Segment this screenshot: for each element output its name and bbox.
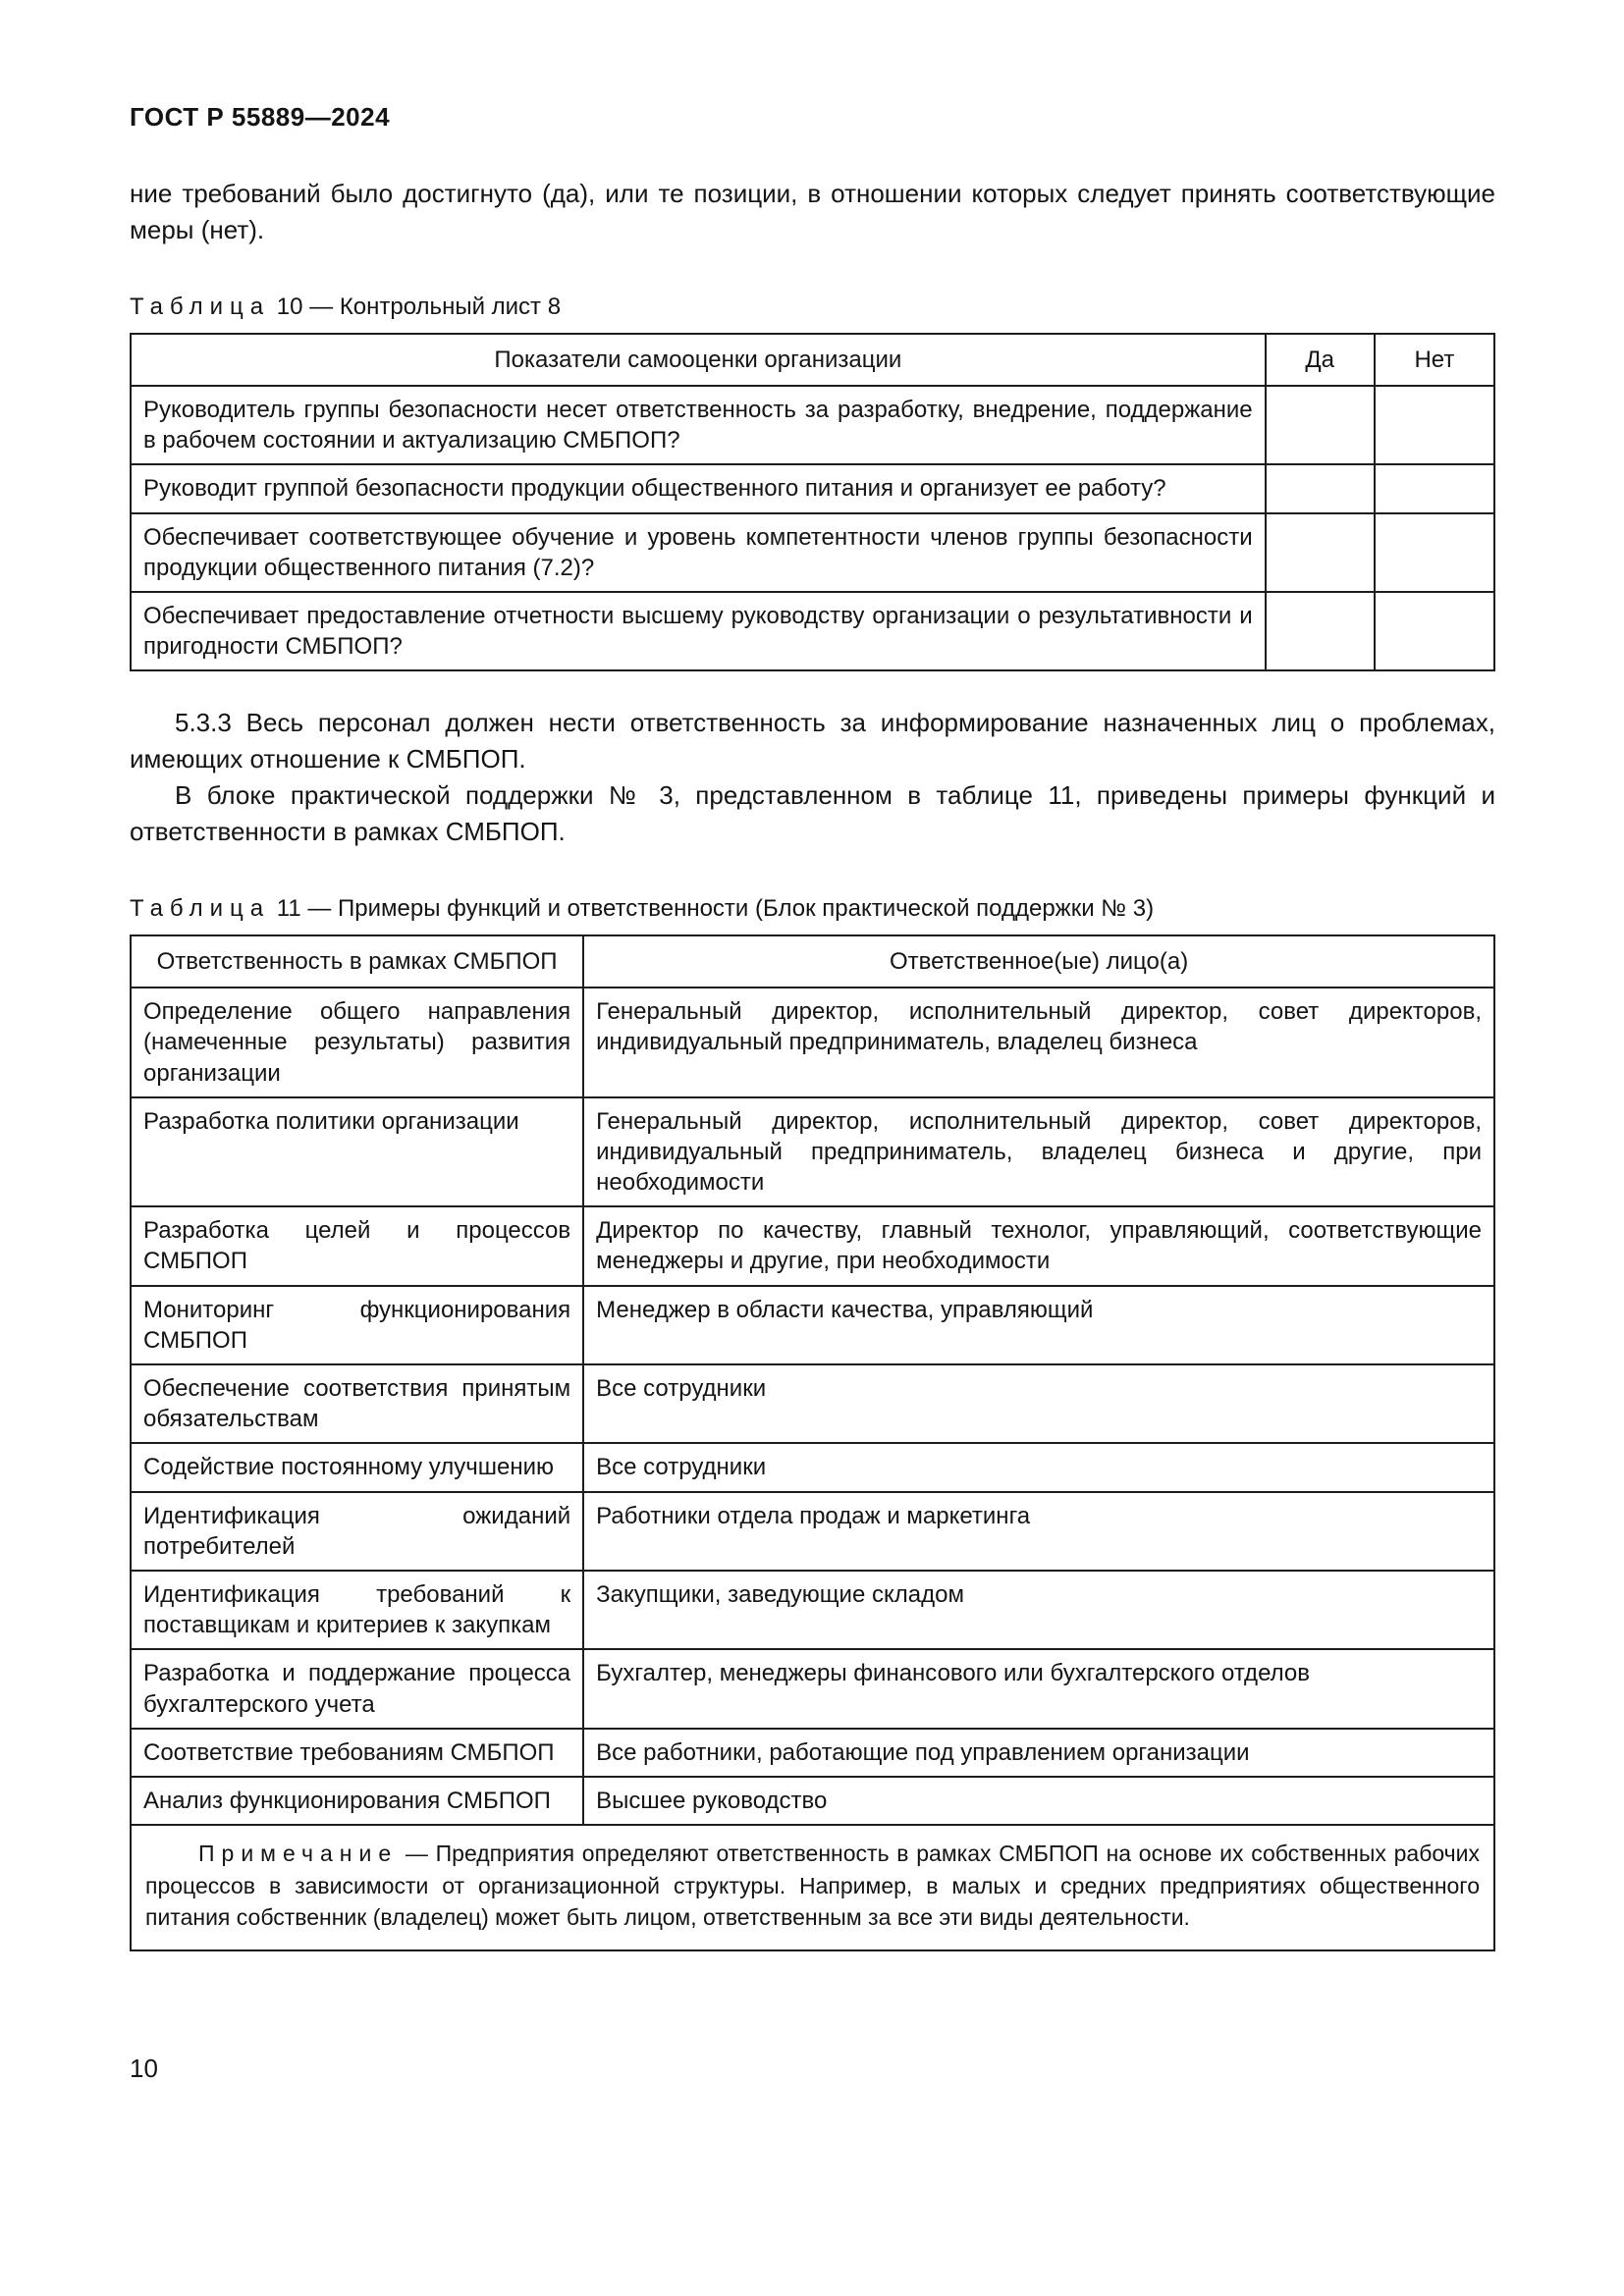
table11-note (145, 1838, 1480, 1934)
paragraph-block3: В блоке практической поддержки № 3, представленном в таблице 11, приведены примеры функций и ответственности в рамках СМБПОП. (130, 780, 1495, 847)
person-cell: Работники отдела продаж и маркетинга (583, 1492, 1494, 1571)
table10-header-indicator: Показатели самооценки организации (131, 334, 1266, 386)
responsibility-cell: Соответствие требованиям СМБПОП (131, 1729, 583, 1777)
note-text: — Предприятия определяют ответственность в рамках СМБПОП на основе их собственных рабочих процессов в зависимости от организационной структуры. Например, в малых и средних предприятиях общественного питания собственник (владелец) может быть лицом, ответственным за все эти виды деятельности. (145, 1841, 1480, 1931)
table11-header-person: Ответственное(ые) лицо(а) (583, 935, 1494, 988)
responsibility-cell: Анализ функционирования СМБПОП (131, 1777, 583, 1825)
table-note-row (131, 1825, 1494, 1950)
page-number: 10 (130, 2054, 158, 2083)
yes-cell (1266, 464, 1375, 512)
table-row (131, 1649, 1494, 1728)
paragraph-5-3-3: 5.3.3 Весь персонал должен нести ответственность за информирование назначенных лиц о проблемах, имеющих отношение к СМБПОП. (130, 708, 1495, 774)
person-cell: Генеральный директор, исполнительный директор, совет директоров, индивидуальный предприниматель, владелец бизнеса и другие, при необходимости (583, 1097, 1494, 1207)
table-row (131, 1364, 1494, 1443)
table-row (131, 1286, 1494, 1364)
table11-header-responsibility: Ответственность в рамках СМБПОП (131, 935, 583, 988)
table-row (131, 1777, 1494, 1825)
table10-header-yes: Да (1266, 334, 1375, 386)
person-cell: Бухгалтер, менеджеры финансового или бухгалтерского отделов (583, 1649, 1494, 1728)
no-cell (1375, 592, 1494, 670)
person-cell: Высшее руководство (583, 1777, 1494, 1825)
no-cell (1375, 464, 1494, 512)
person-cell: Закупщики, заведующие складом (583, 1571, 1494, 1649)
table-row (131, 988, 1494, 1097)
intro-paragraph: ние требований было достигнуто (да), или те позиции, в отношении которых следует принять соответствующие меры (нет). (130, 179, 1495, 244)
indicator-cell: Обеспечивает соответствующее обучение и уровень компетентности членов группы безопасности продукции общественного питания (7.2)? (131, 513, 1266, 592)
table-row (131, 1729, 1494, 1777)
yes-cell (1266, 513, 1375, 592)
responsibility-cell: Содействие постоянному улучшению (131, 1443, 583, 1491)
table10 (130, 333, 1495, 672)
no-cell (1375, 386, 1494, 464)
table10-caption-text: 10 — Контрольный лист 8 (276, 293, 562, 320)
table-row (131, 1097, 1494, 1207)
person-cell: Директор по качеству, главный технолог, управляющий, соответствующие менеджеры и другие, при необходимости (583, 1206, 1494, 1285)
yes-cell (1266, 386, 1375, 464)
table11-header-row (131, 935, 1494, 988)
table-row (131, 513, 1494, 592)
responsibility-cell: Разработка политики организации (131, 1097, 583, 1207)
responsibility-cell: Определение общего направления (намеченные результаты) развития организации (131, 988, 583, 1097)
note-label: Примечание (198, 1841, 399, 1867)
yes-cell (1266, 592, 1375, 670)
no-cell (1375, 513, 1494, 592)
person-cell: Все сотрудники (583, 1443, 1494, 1491)
table10-header-row (131, 334, 1494, 386)
responsibility-cell: Мониторинг функционирования СМБПОП (131, 1286, 583, 1364)
table10-caption-label: Таблица (130, 293, 271, 320)
table-row (131, 1492, 1494, 1571)
table-row (131, 464, 1494, 512)
responsibility-cell: Идентификация ожиданий потребителей (131, 1492, 583, 1571)
table11-caption-text: 11 — Примеры функций и ответственности (Блок практической поддержки № 3) (276, 894, 1155, 922)
doc-number: ГОСТ Р 55889—2024 (130, 102, 391, 132)
table-row (131, 1443, 1494, 1491)
table-row (131, 1206, 1494, 1285)
responsibility-cell: Идентификация требований к поставщикам и критериев к закупкам (131, 1571, 583, 1649)
table10-caption (130, 294, 1495, 321)
indicator-cell: Руководитель группы безопасности несет ответственность за разработку, внедрение, поддержание в рабочем состоянии и актуализацию СМБПОП? (131, 386, 1266, 464)
table-row (131, 592, 1494, 670)
person-cell: Менеджер в области качества, управляющий (583, 1286, 1494, 1364)
table-row (131, 386, 1494, 464)
table10-header-no: Нет (1375, 334, 1494, 386)
responsibility-cell: Разработка целей и процессов СМБПОП (131, 1206, 583, 1285)
person-cell: Генеральный директор, исполнительный директор, совет директоров, индивидуальный предприниматель, владелец бизнеса (583, 988, 1494, 1097)
responsibility-cell: Разработка и поддержание процесса бухгалтерского учета (131, 1649, 583, 1728)
table11-note-cell (131, 1825, 1494, 1950)
indicator-cell: Обеспечивает предоставление отчетности высшему руководству организации о результативности и пригодности СМБПОП? (131, 592, 1266, 670)
table11-caption-label: Таблица (130, 894, 271, 922)
person-cell: Все сотрудники (583, 1364, 1494, 1443)
table11 (130, 934, 1495, 1951)
indicator-cell: Руководит группой безопасности продукции общественного питания и организует ее работу? (131, 464, 1266, 512)
responsibility-cell: Обеспечение соответствия принятым обязательствам (131, 1364, 583, 1443)
person-cell: Все работники, работающие под управлением организации (583, 1729, 1494, 1777)
table-row (131, 1571, 1494, 1649)
table11-caption (130, 895, 1495, 923)
